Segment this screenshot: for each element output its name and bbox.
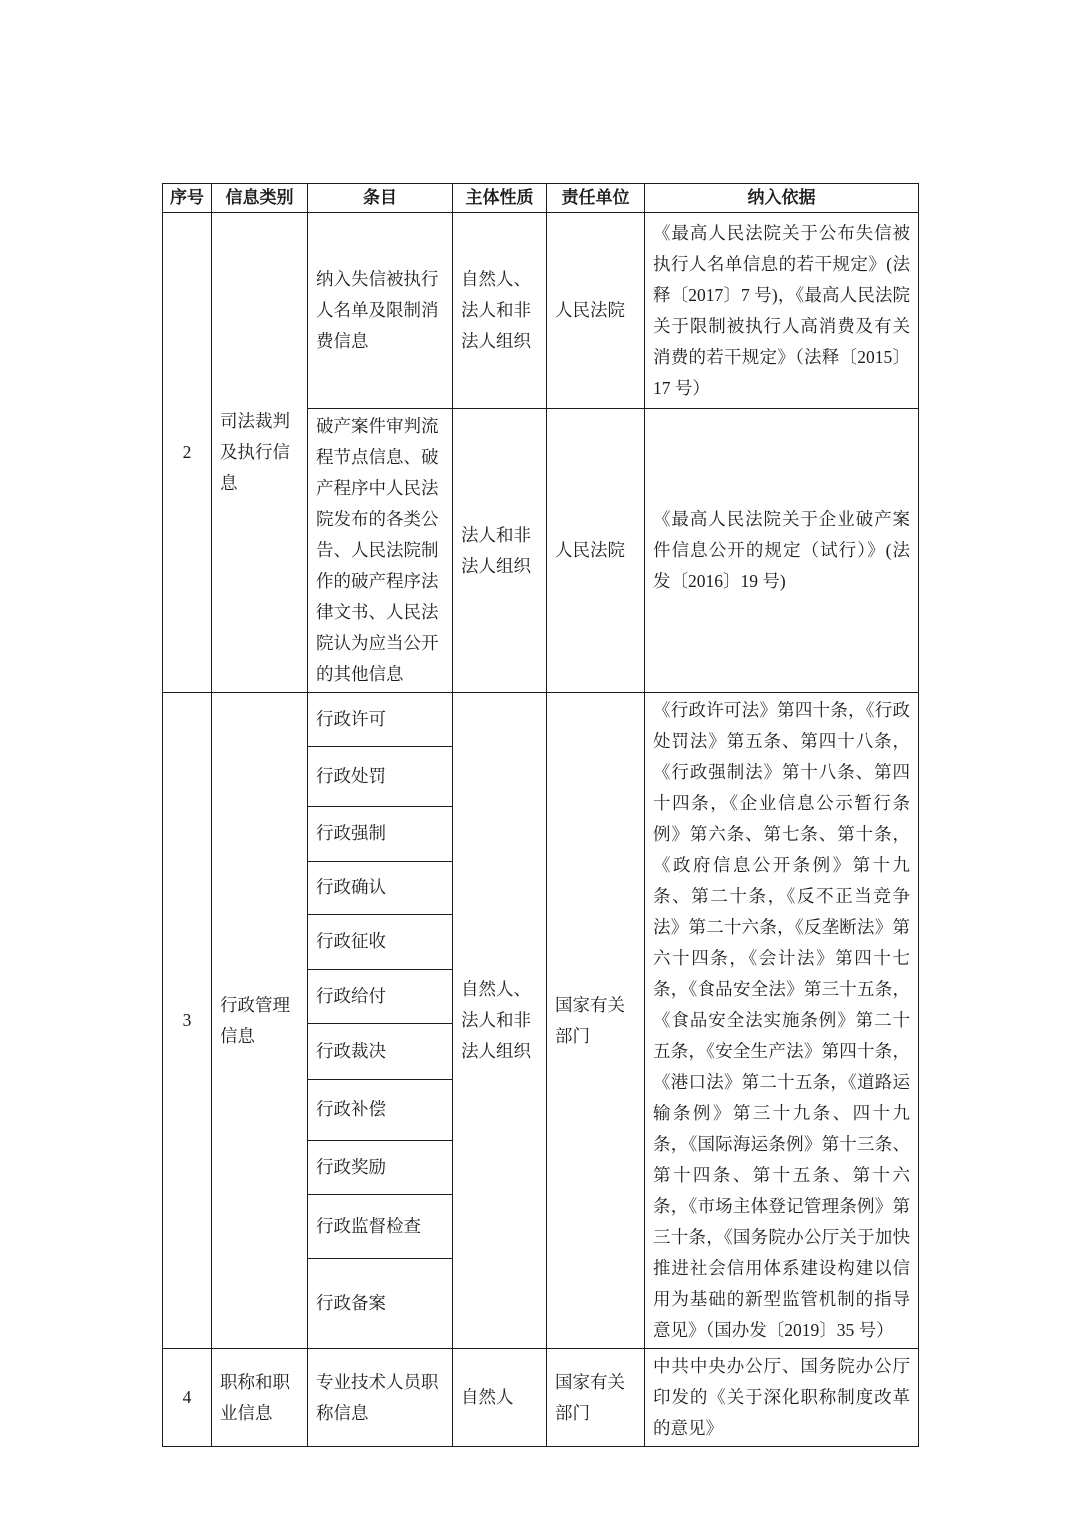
col-header-category: 信息类别 [212,184,308,213]
col-header-responsible-unit: 责任单位 [547,184,645,213]
cell-subject: 自然人 [453,1349,547,1447]
cell-subject: 自然人、法人和非法人组织 [453,213,547,409]
cell-entry: 专业技术人员职称信息 [308,1349,453,1447]
cell-unit: 人民法院 [547,409,645,693]
cell-entry: 行政确认 [308,861,453,915]
credit-info-table [162,183,919,1447]
cell-entry: 纳入失信被执行人名单及限制消费信息 [308,213,453,409]
cell-basis: 《行政许可法》第四十条，《行政处罚法》第五条、第四十八条，《行政强制法》第十八条、第四十四条，《企业信息公示暂行条例》第六条、第七条、第十条，《政府信息公开条例》第十九条、第二十条，《反不正当竞争法》第二十六条，《反垄断法》第六十四条，《会计法》第四十七条，《食品安全法》第三十五条，《食品安全法实施条例》第二十五条，《安全生产法》第四十条，《港口法》第二十五条，《道路运输条例》第三十九条、四十九条，《国际海运条例》第十三条、第十四条、第十五条、第十六条，《市场主体登记管理条例》第三十条，《国务院办公厅关于加快推进社会信用体系建设构建以信用为基础的新型监管机制的指导意见》（国办发〔2019〕35 号） [645,693,919,1349]
cell-entry: 破产案件审判流程节点信息、破产程序中人民法院发布的各类公告、人民法院制作的破产程序法律文书、人民法院认为应当公开的其他信息 [308,409,453,693]
cell-basis: 中共中央办公厅、国务院办公厅印发的《关于深化职称制度改革的意见》 [645,1349,919,1447]
table-row [163,213,919,409]
cell-entry: 行政强制 [308,806,453,861]
cell-basis: 《最高人民法院关于公布失信被执行人名单信息的若干规定》(法释〔2017〕7 号)，《最高人民法院关于限制被执行人高消费及有关消费的若干规定》（法释〔2015〕17 号） [645,213,919,409]
cell-subject: 法人和非法人组织 [453,409,547,693]
cell-unit: 国家有关部门 [547,693,645,1349]
cell-entry: 行政监督检查 [308,1195,453,1259]
cell-unit: 人民法院 [547,213,645,409]
cell-category: 职称和职业信息 [212,1349,308,1447]
col-header-subject-type: 主体性质 [453,184,547,213]
cell-entry: 行政裁决 [308,1024,453,1080]
cell-serial: 2 [163,213,212,693]
table-row [163,693,919,747]
cell-subject: 自然人、法人和非法人组织 [453,693,547,1349]
cell-entry: 行政许可 [308,693,453,747]
cell-category: 行政管理信息 [212,693,308,1349]
col-header-entry: 条目 [308,184,453,213]
cell-entry: 行政奖励 [308,1140,453,1195]
cell-serial: 3 [163,693,212,1349]
cell-entry: 行政征收 [308,915,453,970]
cell-entry: 行政处罚 [308,746,453,806]
cell-entry: 行政备案 [308,1258,453,1348]
cell-entry: 行政补偿 [308,1080,453,1140]
col-header-basis: 纳入依据 [645,184,919,213]
cell-basis: 《最高人民法院关于企业破产案件信息公开的规定（试行）》(法发〔2016〕19 号) [645,409,919,693]
table-row [163,1349,919,1447]
header-row [163,184,919,213]
cell-serial: 4 [163,1349,212,1447]
cell-unit: 国家有关部门 [547,1349,645,1447]
cell-category: 司法裁判及执行信息 [212,213,308,693]
cell-entry: 行政给付 [308,969,453,1024]
col-header-serial: 序号 [163,184,212,213]
